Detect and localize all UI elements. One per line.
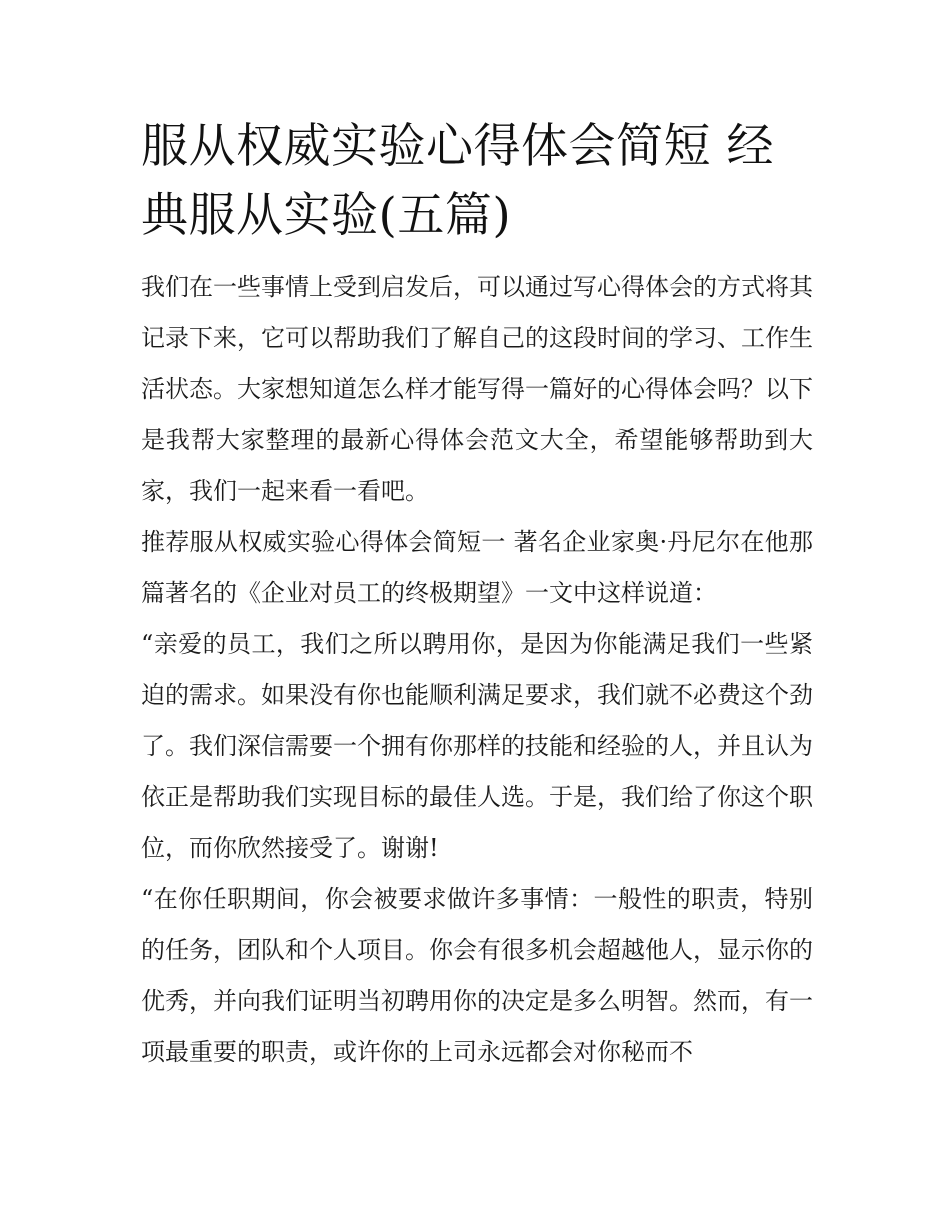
document-content <box>141 112 813 1078</box>
paragraph-quote-1: “亲爱的员工，我们之所以聘用你，是因为你能满足我们一些紧迫的需求。如果没有你也能顺利满足要求，我们就不必费这个劲了。我们深信需要一个拥有你那样的技能和经验的人，并且认为依正是帮助我们实现目标的最佳人选。于是，我们给了你这个职位，而你欣然接受了。谢谢! <box>141 630 813 862</box>
paragraph-recommendation: 推荐服从权威实验心得体会简短一 著名企业家奥·丹尼尔在他那篇著名的《企业对员工的终极期望》一文中这样说道： <box>141 528 813 607</box>
document-body <box>141 262 813 1078</box>
paragraph-intro: 我们在一些事情上受到启发后，可以通过写心得体会的方式将其记录下来，它可以帮助我们了解自己的这段时间的学习、工作生活状态。大家想知道怎么样才能写得一篇好的心得体会吗？以下是我帮大家整理的最新心得体会范文大全，希望能够帮助到大家，我们一起来看一看吧。 <box>141 273 813 505</box>
paragraph-quote-2: “在你任职期间，你会被要求做许多事情：一般性的职责，特别的任务，团队和个人项目。你会有很多机会超越他人，显示你的优秀，并向我们证明当初聘用你的决定是多么明智。然而，有一项最重要的职责，或许你的上司永远都会对你秘而不 <box>141 885 813 1066</box>
document-title: 服从权威实验心得体会简短 经典服从实验(五篇) <box>141 119 774 243</box>
